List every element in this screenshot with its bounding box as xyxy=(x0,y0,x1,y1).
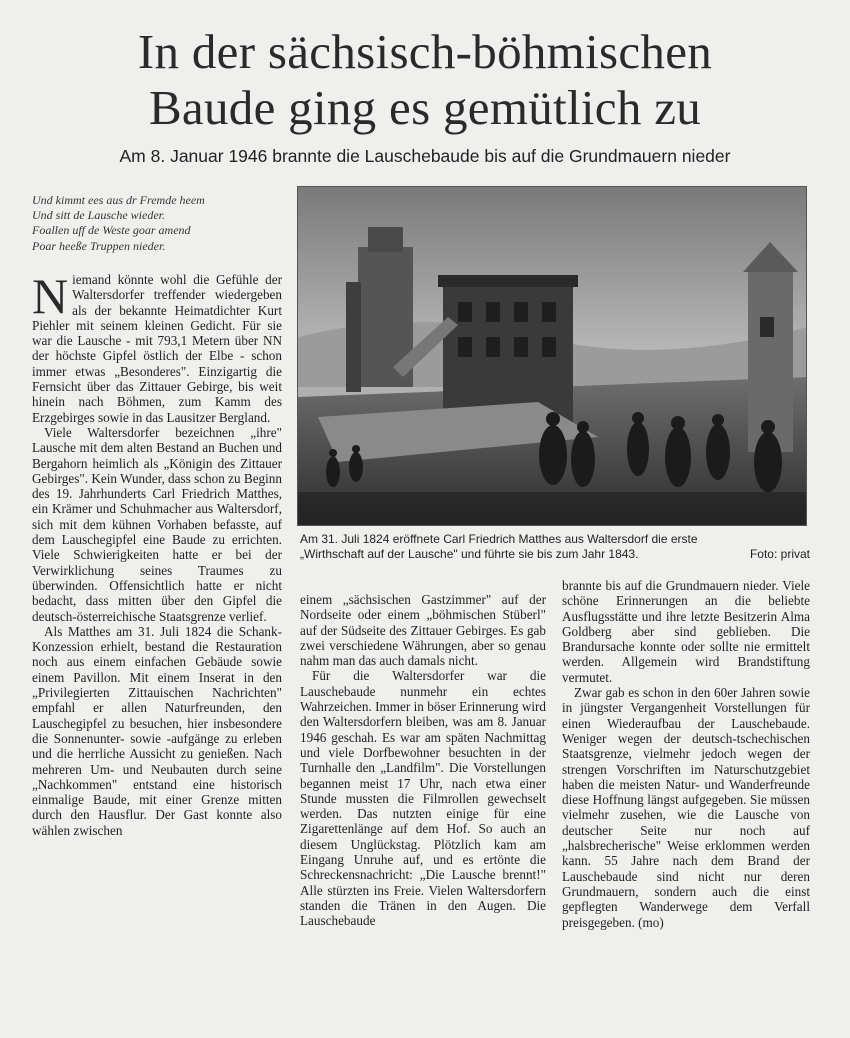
caption-line-1: Am 31. Juli 1824 eröffnete Carl Friedrich Matthes aus Waltersdorf die erste xyxy=(300,532,698,546)
headline-line-1: In der sächsisch-böhmischen xyxy=(137,24,713,79)
article-paragraph: Für die Waltersdorfer war die Lauschebaude nunmehr ein echtes Wahrzeichen. Immer in böser Erinnerung wird den Waltersdorfern bleiben, was am 8. Januar 1946 geschah. Es war am späten Nachmittag und viele Dorfbewohner besuchten in der Turnhalle den „Landfilm". Die Vorstellungen begannen meist 17 Uhr, nach etwa einer Stunde mussten die Filmrollen gewechselt werden. Das nutzten einige für eine Zigarettenlänge auf dem Hof. So auch an diesem Unglückstag. Plötzlich kam am Eingang Unruhe auf, und es ertönte die Schreckensnachricht: „Die Lausche brennt!" Alle stürzten ins Freie. Vielen Waltersdorfern standen die Tränen in den Augen. Die Lauschebaude xyxy=(300,668,546,929)
article-paragraph: brannte bis auf die Grundmauern nieder. Viele schöne Erinnerungen an die beliebte Ausflugsstätte und ihre letzte Besitzerin Alma Goldberg aber sind geblieben. Die Brandursache konnte oder sollte nie ermittelt werden. Allgemein wird Brandstiftung vermutet. xyxy=(562,578,810,685)
photo-credit: Foto: privat xyxy=(749,547,810,561)
caption-line-2-row xyxy=(300,547,810,562)
article-column-1 xyxy=(32,272,282,1024)
article-paragraph xyxy=(32,272,282,425)
subheadline: Am 8. Januar 1946 brannte die Lauschebaude bis auf die Grundmauern nieder xyxy=(119,146,731,166)
paragraph-text: iemand könnte wohl die Gefühle der Waltersdorfer treffender wiedergeben als der bekannte Heimatdichter Kurt Piehler mit seinem kleinen Gedicht. Für sie war die Lausche - mit 793,1 Metern über NN der höchste Gipfel östlich der Elbe - schon immer etwas „Besonderes". Einzigartig die Fernsicht über das Zittauer Gebirge, bis weit hinein nach Böhmen, zum Kamm des Erzgebirges sowie in das Lausitzer Bergland. xyxy=(32,272,282,425)
lauschebaude-engraving xyxy=(298,187,807,526)
poem xyxy=(32,193,282,254)
photo-caption xyxy=(300,532,810,562)
article-column-3 xyxy=(562,578,810,1030)
article-paragraph: Zwar gab es schon in den 60er Jahren sowie in jüngster Vergangenheit Vorstellungen für einen Wiederaufbau der Lauschebaude. Weniger wegen der deutsch-tschechischen Staatsgrenze, vielmehr jedoch wegen der strengen Vorschriften im Naturschutzgebiet haben die meisten Natur- und Wanderfreunde diese Hoffnung längst aufgegeben. Sie müssen vielmehr zusehen, wie die Lausche von deutscher Seite nur noch auf „halsbrecherische" Weise erklommen werden kann. 55 Jahre nach dem Brand der Lauschebaude sind nicht nur deren Grundmauern, sondern auch die einst gepflegten Wanderwege dem Verfall preisgegeben. (mo) xyxy=(562,685,810,930)
poem-line: Und kimmt ees aus dr Fremde heem xyxy=(32,193,205,207)
article-column-2 xyxy=(300,592,546,1030)
article-paragraph: Viele Waltersdorfer bezeichnen „ihre" Lausche mit dem alten Bestand an Buchen und Bergahorn heimlich als „Königin des Zittauer Gebirges". Kein Wunder, dass schon zu Beginn des 19. Jahrhunderts Carl Friedrich Matthes, ein Krämer und Schuhmacher aus Waltersdorf, sich mit dem kühnen Vorhaben befasste, auf dem Lauschegipfel eine Baude zu errichten. Viele Schwierigkeiten hatte er bei der Verwirklichung seines Traumes zu überwinden. Offensichtlich hatte er nicht bedacht, dass mitten über den Gipfel die deutsch-österreichische Staatsgrenze verlief. xyxy=(32,424,282,624)
article-paragraph: Als Matthes am 31. Juli 1824 die Schank-Konzession erhielt, bestand die Restauration noch aus einem einfachen Gebäude sowie einem Pavillon. Mit einem Inserat in den „Privilegierten Zittauischen Nachrichten" empfahl er allen Naturfreunden, den Lauschegipfel zu besuchen, hier insbesondere die Sonnenunter- sowie -aufgänge zu erleben und die herrliche Aussicht zu genießen. Nach mehreren Um- und Neubauten durch seine „Nachkommen" entstand eine historisch einmalige Baude, mit einer Grenze mitten durch den Hausflur. Der Gast konnte also wählen zwischen xyxy=(32,623,282,838)
article-paragraph: einem „sächsischen Gastzimmer" auf der Nordseite oder einem „böhmischen Stüberl" auf der Südseite des Zittauer Gebirges. Es gab zwei verschiedene Währungen, aber so genau nahm man das auch damals nicht. xyxy=(300,592,546,669)
caption-line-2: „Wirthschaft auf der Lausche" und führte sie bis zum Jahr 1843. xyxy=(300,547,639,561)
poem-line: Foallen uff de Weste goar amend xyxy=(32,223,191,238)
drop-cap: N xyxy=(32,272,69,324)
historic-illustration xyxy=(297,186,807,526)
poem-line: Poar heeße Truppen nieder. xyxy=(32,238,166,253)
headline xyxy=(20,24,830,136)
headline-line-2: Baude ging es gemütlich zu xyxy=(148,80,702,135)
poem-line: Und sitt de Lausche wieder. xyxy=(32,208,165,223)
